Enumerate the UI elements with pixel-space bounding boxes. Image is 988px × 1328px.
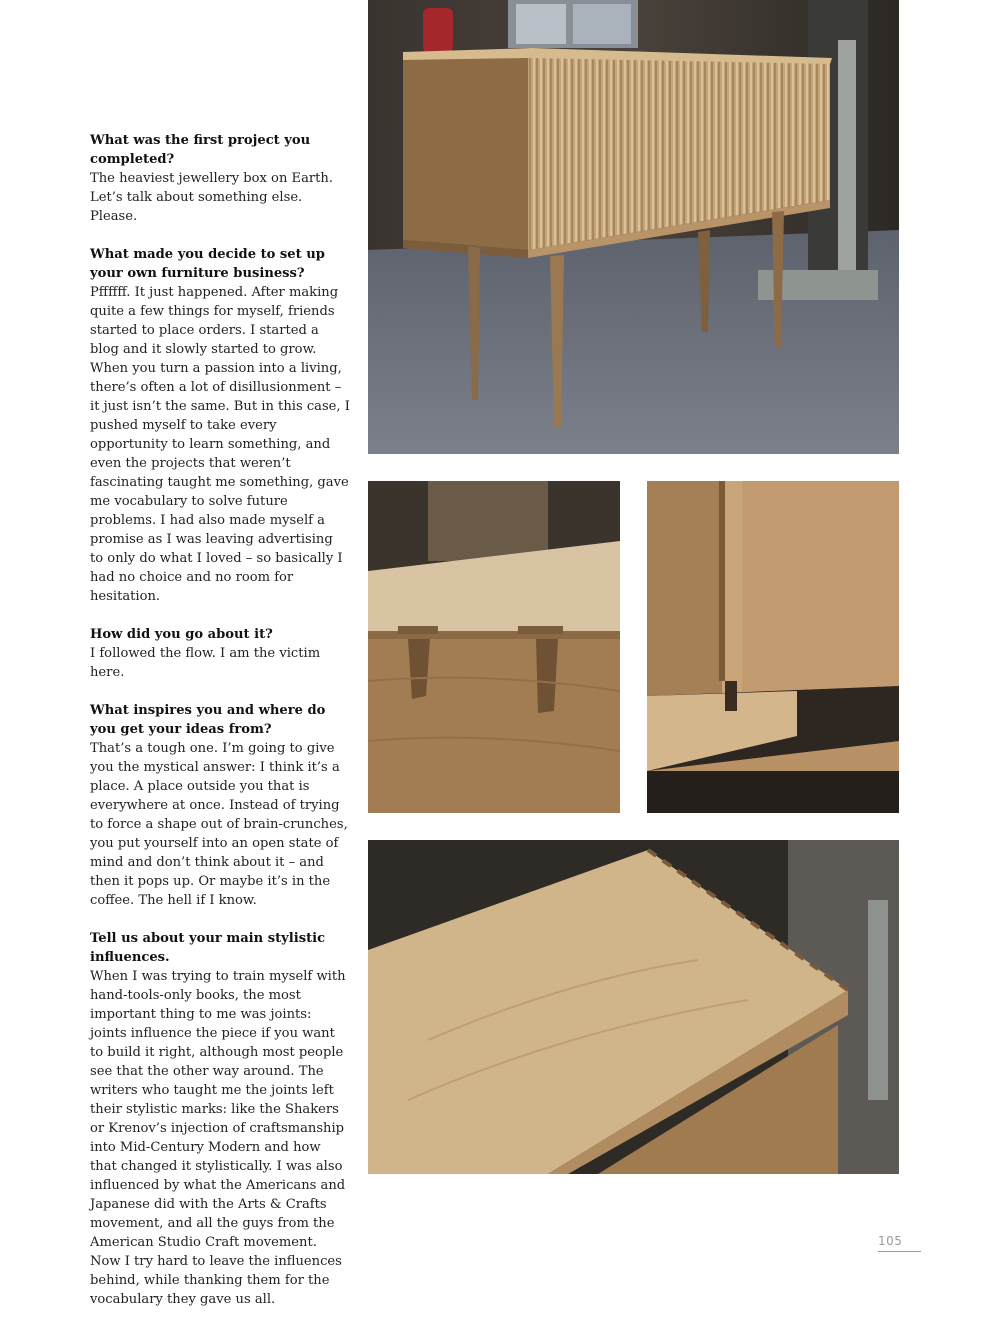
interview-column bbox=[90, 131, 350, 1328]
qa-block bbox=[90, 929, 350, 1309]
qa-block bbox=[90, 701, 350, 910]
page-number: 105 bbox=[878, 1234, 921, 1252]
sideboard-illustration bbox=[368, 0, 899, 454]
qa-block bbox=[90, 625, 350, 682]
sideboard-workshop-photo bbox=[368, 0, 899, 454]
answer-text: Pffffff. It just happened. After making quite a few things for myself, friends started to place orders. I started a blog and it slowly started to grow. When you turn a passion into a living, there’s often a lot of disillusionment – it just isn’t the same. But in this case, I pushed myself to take every opportunity to learn something, and even the projects that weren’t fascinating taught me something, gave me vocabulary to solve future problems. I had also made myself a promise as I was leaving advertising to only do what I loved – so basically I had no choice and no room for hesitation. bbox=[90, 285, 350, 604]
answer-text: I followed the flow. I am the victim here. bbox=[90, 646, 321, 680]
door-base-detail-photo bbox=[647, 481, 899, 813]
question-heading: How did you go about it? bbox=[90, 627, 273, 642]
qa-block bbox=[90, 131, 350, 226]
sideboard-top-photo bbox=[368, 840, 899, 1174]
qa-block bbox=[90, 245, 350, 606]
question-heading: What inspires you and where do you get your ideas from? bbox=[90, 703, 326, 737]
answer-text: That’s a tough one. I’m going to give you the mystical answer: I think it’s a place. A place outside you that is everywhere at once. Instead of trying to force a shape out of brain-crunches, you put yourself into an open state of mind and don’t think about it – and then it pops up. Or maybe it’s in the coffee. The hell if I know. bbox=[90, 741, 348, 908]
dovetail-illustration bbox=[368, 481, 620, 813]
sideboard-top-illustration bbox=[368, 840, 899, 1174]
door-detail-illustration bbox=[647, 481, 899, 813]
answer-text: The heaviest jewellery box on Earth. Let’s talk about something else. Please. bbox=[90, 171, 334, 224]
question-heading: What made you decide to set up your own furniture business? bbox=[90, 247, 325, 281]
question-heading: What was the first project you completed? bbox=[90, 133, 311, 167]
dovetail-corner-photo bbox=[368, 481, 620, 813]
question-heading: Tell us about your main stylistic influences. bbox=[90, 931, 326, 965]
answer-text: When I was trying to train myself with hand-tools-only books, the most important thing to me was joints: joints influence the piece if you want to build it right, although most people see that the other way around. The writers who taught me the joints left their stylistic marks: like the Shakers or Krenov’s injection of craftsmanship into Mid-Century Modern and how that changed it stylistically. I was also influenced by what the Americans and Japanese did with the Arts & Crafts movement, and all the guys from the American Studio Craft movement. Now I try hard to leave the influences behind, while thanking them for the vocabulary they gave us all. bbox=[90, 969, 346, 1307]
